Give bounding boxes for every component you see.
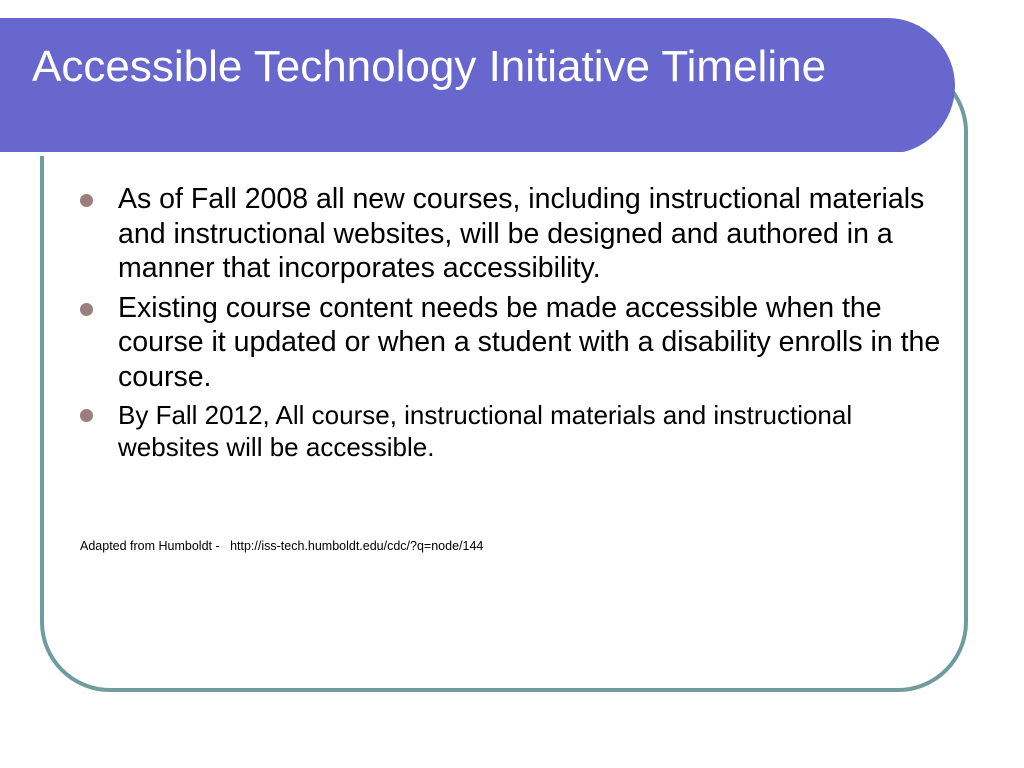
bullet-text: As of Fall 2008 all new courses, including instructional materials and instructional websites, will be designed and authored in a manner that incorporates accessibility.: [118, 183, 925, 284]
source-note: Adapted from Humboldt - http://iss-tech.humboldt.edu/cdc/?q=node/144: [80, 539, 484, 553]
title-bar: [0, 18, 955, 154]
bullet-item: [80, 399, 960, 463]
bullet-text: By Fall 2012, All course, instructional materials and instructional websites will be accessible.: [118, 400, 853, 462]
bullet-dot-icon: [80, 194, 93, 207]
bullet-text: Existing course content needs be made accessible when the course it updated or when a student with a disability enrolls in the course.: [118, 291, 941, 393]
bullet-item: [80, 182, 960, 286]
slide-title: Accessible Technology Initiative Timeline: [32, 42, 827, 91]
title-underline: [0, 152, 905, 156]
bullet-dot-icon: [80, 409, 93, 422]
bullet-item: [80, 291, 960, 395]
bullet-dot-icon: [80, 303, 93, 316]
bullet-list: [80, 182, 960, 463]
